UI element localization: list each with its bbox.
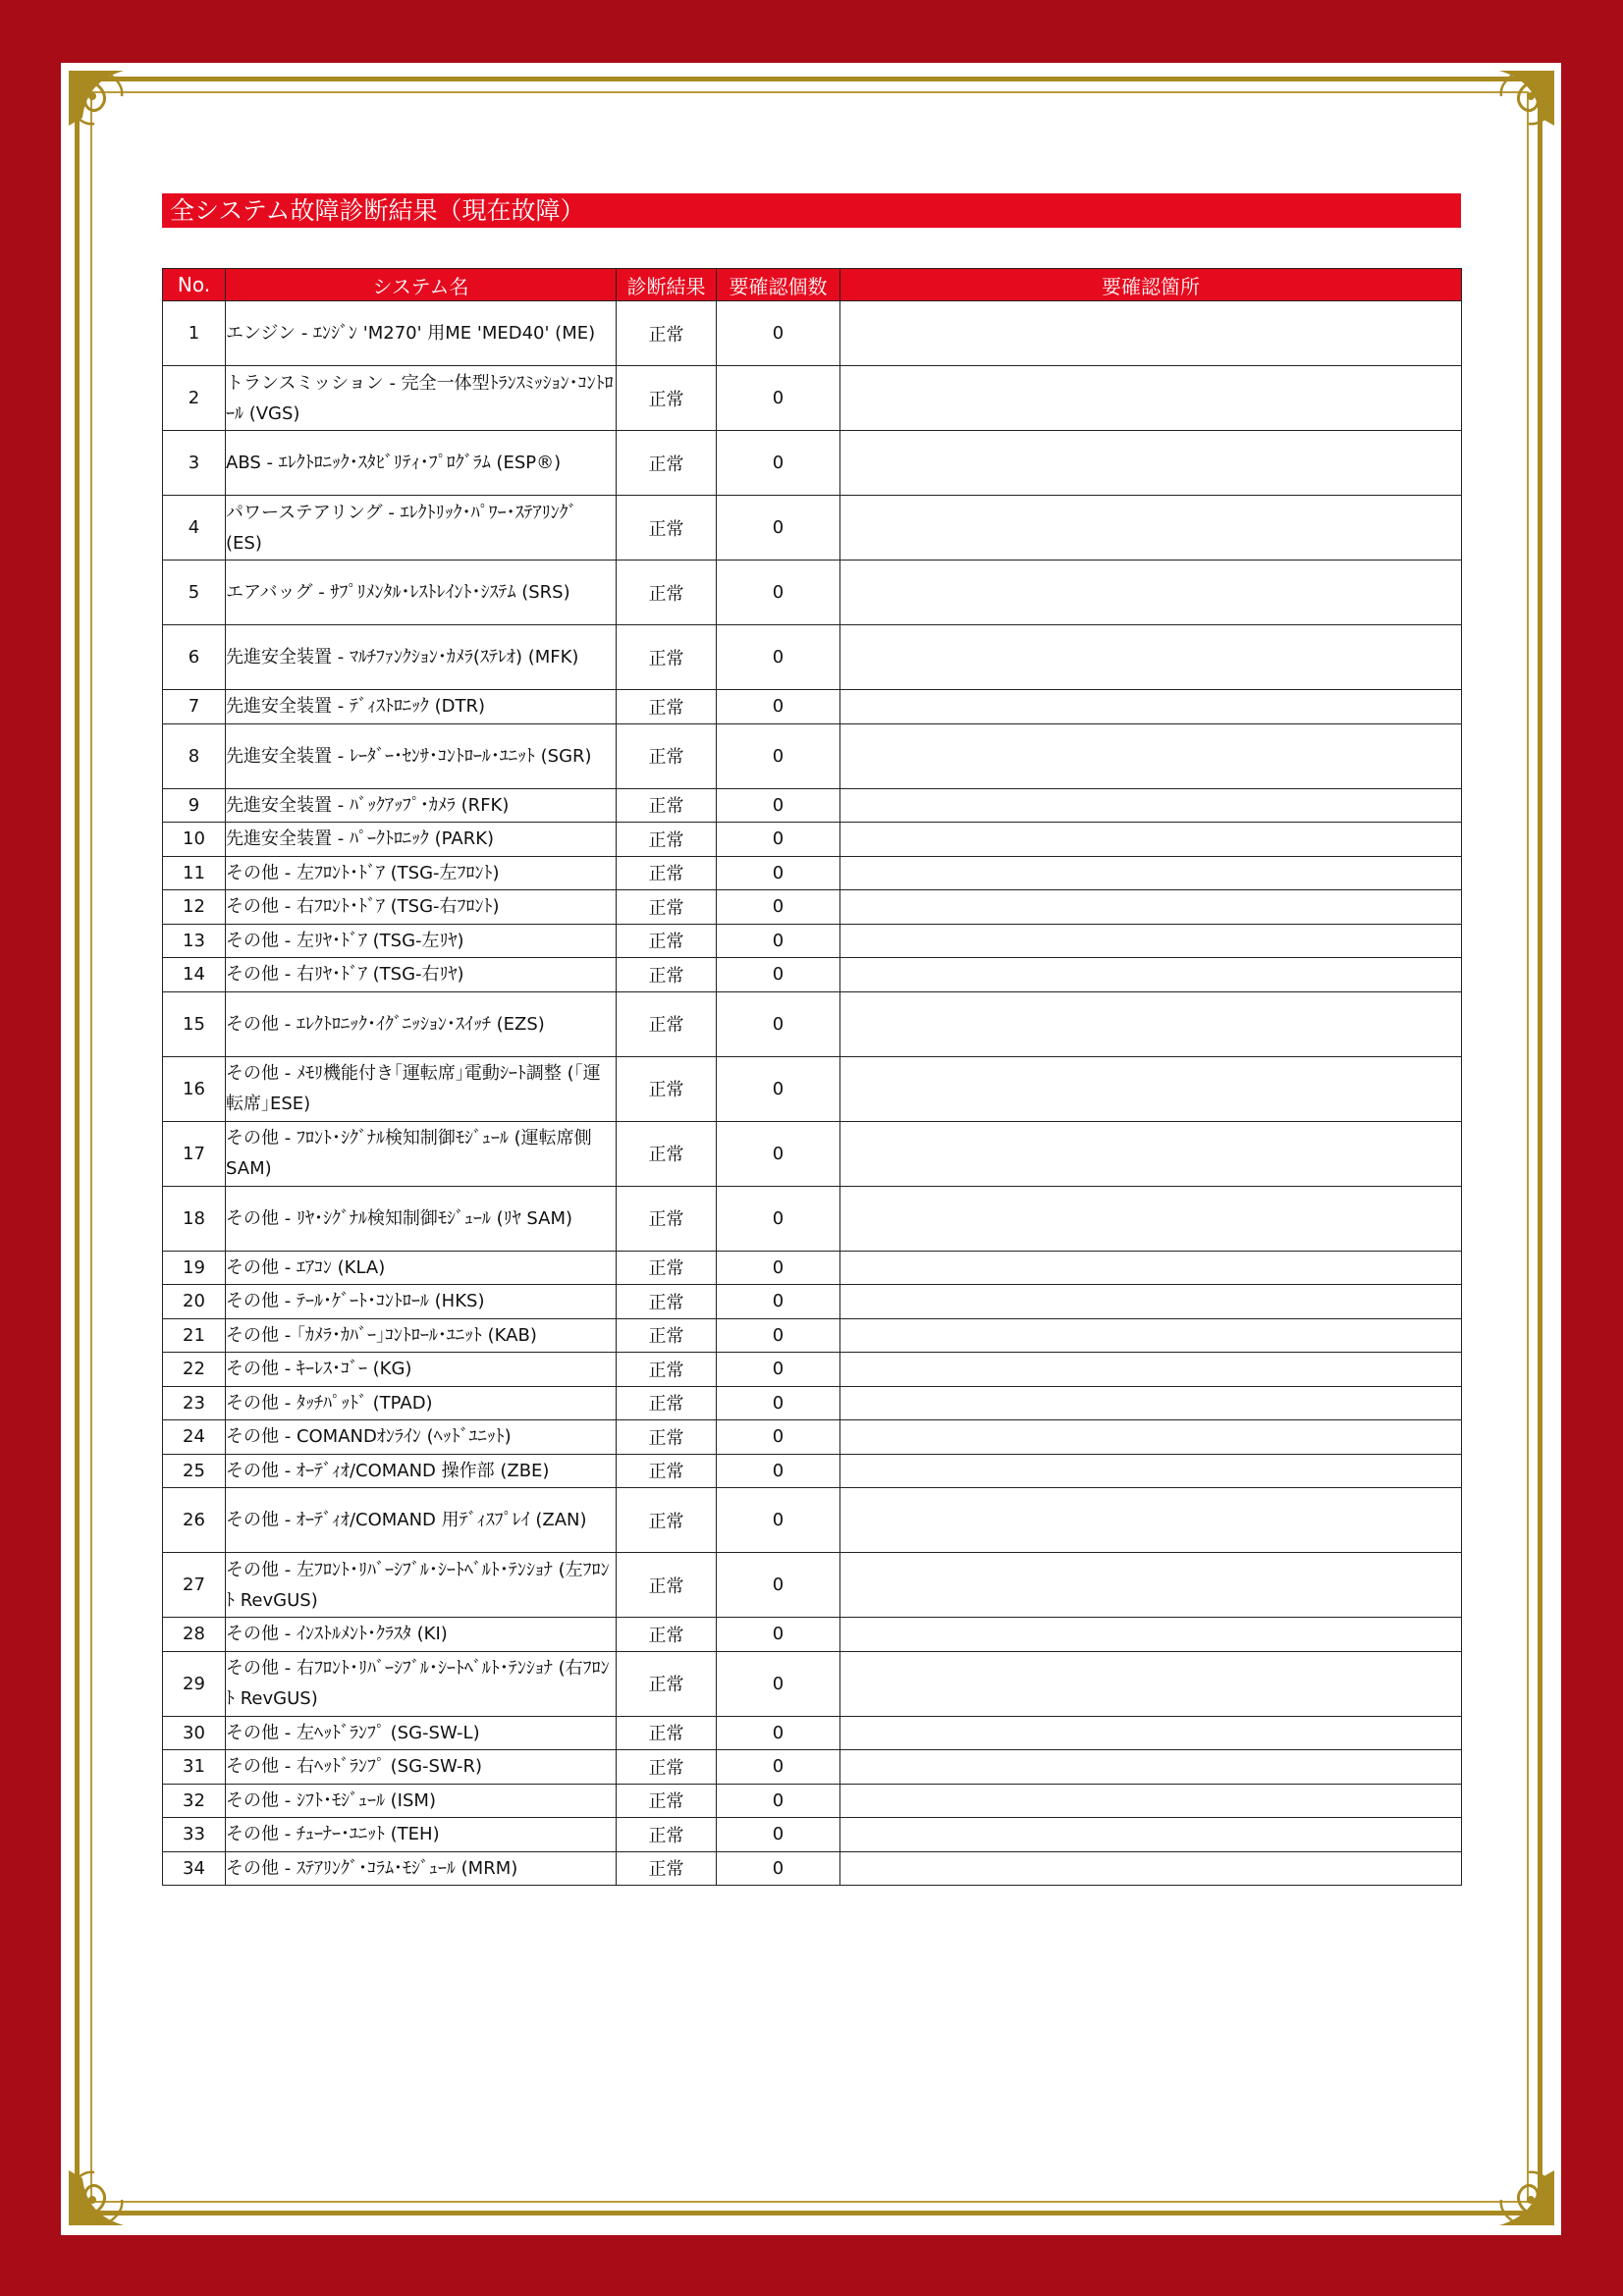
- system-name: 先進安全装置 - ﾚｰﾀﾞｰ･ｾﾝｻ･ｺﾝﾄﾛｰﾙ･ﾕﾆｯﾄ (SGR): [226, 723, 617, 788]
- check-location: [840, 1750, 1462, 1785]
- header-location: 要確認箇所: [840, 269, 1462, 301]
- table-row: [163, 625, 1462, 690]
- check-count: 0: [717, 1318, 840, 1353]
- row-number: 12: [163, 890, 226, 925]
- diagnosis-result: 正常: [617, 1651, 717, 1716]
- table-row: [163, 1784, 1462, 1818]
- check-count: 0: [717, 1186, 840, 1251]
- corner-ornament-icon: [1470, 2141, 1558, 2229]
- row-number: 3: [163, 431, 226, 496]
- system-name: その他 - ｼﾌﾄ･ﾓｼﾞｭｰﾙ (ISM): [226, 1784, 617, 1818]
- diagnosis-result: 正常: [617, 690, 717, 724]
- check-count: 0: [717, 1285, 840, 1319]
- diagnosis-result: 正常: [617, 1318, 717, 1353]
- check-count: 0: [717, 1353, 840, 1387]
- row-number: 11: [163, 856, 226, 890]
- table-row: [163, 561, 1462, 625]
- check-location: [840, 958, 1462, 992]
- system-name: その他 - ｵｰﾃﾞｨｵ/COMAND 操作部 (ZBE): [226, 1454, 617, 1488]
- diagnosis-result: 正常: [617, 496, 717, 561]
- table-row: [163, 1318, 1462, 1353]
- row-number: 9: [163, 788, 226, 823]
- row-number: 30: [163, 1716, 226, 1750]
- row-number: 32: [163, 1784, 226, 1818]
- diagnosis-result: 正常: [617, 856, 717, 890]
- row-number: 4: [163, 496, 226, 561]
- check-location: [840, 1056, 1462, 1121]
- system-name: その他 - ｷｰﾚｽ･ｺﾞｰ (KG): [226, 1353, 617, 1387]
- check-count: 0: [717, 1488, 840, 1553]
- table-row: [163, 1186, 1462, 1251]
- system-name: その他 - ｴﾚｸﾄﾛﾆｯｸ･ｲｸﾞﾆｯｼｮﾝ･ｽｲｯﾁ (EZS): [226, 991, 617, 1056]
- row-number: 23: [163, 1386, 226, 1420]
- system-name: その他 - 右ﾌﾛﾝﾄ･ﾄﾞｱ (TSG-右ﾌﾛﾝﾄ): [226, 890, 617, 925]
- check-location: [840, 856, 1462, 890]
- check-location: [840, 723, 1462, 788]
- check-count: 0: [717, 1618, 840, 1652]
- table-row: [163, 1818, 1462, 1852]
- check-location: [840, 366, 1462, 431]
- system-name: その他 - 右ﾍｯﾄﾞﾗﾝﾌﾟ (SG-SW-R): [226, 1750, 617, 1785]
- table-row: [163, 366, 1462, 431]
- row-number: 25: [163, 1454, 226, 1488]
- row-number: 2: [163, 366, 226, 431]
- check-count: 0: [717, 1750, 840, 1785]
- table-row: [163, 301, 1462, 366]
- table-row: [163, 1618, 1462, 1652]
- table-row: [163, 1488, 1462, 1553]
- check-count: 0: [717, 1420, 840, 1455]
- diagnosis-result: 正常: [617, 431, 717, 496]
- system-name: 先進安全装置 - ﾊﾞｯｸｱｯﾌﾟ･ｶﾒﾗ (RFK): [226, 788, 617, 823]
- table-row: [163, 1285, 1462, 1319]
- check-count: 0: [717, 723, 840, 788]
- check-count: 0: [717, 1716, 840, 1750]
- system-name: その他 - ｵｰﾃﾞｨｵ/COMAND 用ﾃﾞｨｽﾌﾟﾚｲ (ZAN): [226, 1488, 617, 1553]
- system-name: パワーステアリング - ｴﾚｸﾄﾘｯｸ･ﾊﾟﾜｰ･ｽﾃｱﾘﾝｸﾞ (ES): [226, 496, 617, 561]
- check-count: 0: [717, 496, 840, 561]
- check-location: [840, 1651, 1462, 1716]
- diagnosis-result: 正常: [617, 1353, 717, 1387]
- check-count: 0: [717, 890, 840, 925]
- row-number: 14: [163, 958, 226, 992]
- header-no: No.: [163, 269, 226, 301]
- diagnosis-result: 正常: [617, 1716, 717, 1750]
- row-number: 8: [163, 723, 226, 788]
- check-count: 0: [717, 1251, 840, 1285]
- check-count: 0: [717, 1553, 840, 1618]
- system-name: 先進安全装置 - ﾊﾟｰｸﾄﾛﾆｯｸ (PARK): [226, 823, 617, 857]
- table-row: [163, 1353, 1462, 1387]
- row-number: 22: [163, 1353, 226, 1387]
- diagnosis-result: 正常: [617, 1618, 717, 1652]
- check-count: 0: [717, 823, 840, 857]
- header-count: 要確認個数: [717, 269, 840, 301]
- system-name: その他 - ﾀｯﾁﾊﾟｯﾄﾞ (TPAD): [226, 1386, 617, 1420]
- table-row: [163, 1651, 1462, 1716]
- check-count: 0: [717, 1121, 840, 1186]
- check-location: [840, 1121, 1462, 1186]
- check-location: [840, 301, 1462, 366]
- corner-ornament-icon: [1470, 67, 1558, 155]
- row-number: 15: [163, 991, 226, 1056]
- table-row: [163, 496, 1462, 561]
- table-row: [163, 1056, 1462, 1121]
- check-count: 0: [717, 958, 840, 992]
- table-row: [163, 1121, 1462, 1186]
- table-row: [163, 890, 1462, 925]
- check-location: [840, 1784, 1462, 1818]
- diagnosis-result: 正常: [617, 1056, 717, 1121]
- row-number: 5: [163, 561, 226, 625]
- check-location: [840, 991, 1462, 1056]
- row-number: 24: [163, 1420, 226, 1455]
- check-count: 0: [717, 431, 840, 496]
- diagnosis-result: 正常: [617, 1420, 717, 1455]
- row-number: 6: [163, 625, 226, 690]
- diagnosis-result: 正常: [617, 723, 717, 788]
- section-title: 全システム故障診断結果（現在故障）: [162, 193, 1461, 228]
- row-number: 16: [163, 1056, 226, 1121]
- check-location: [840, 496, 1462, 561]
- check-location: [840, 788, 1462, 823]
- diagnosis-result: 正常: [617, 1285, 717, 1319]
- check-location: [840, 1851, 1462, 1886]
- row-number: 7: [163, 690, 226, 724]
- system-name: 先進安全装置 - ﾏﾙﾁﾌｧﾝｸｼｮﾝ･ｶﾒﾗ(ｽﾃﾚｵ) (MFK): [226, 625, 617, 690]
- system-name: その他 - 左ﾍｯﾄﾞﾗﾝﾌﾟ (SG-SW-L): [226, 1716, 617, 1750]
- table-row: [163, 991, 1462, 1056]
- check-count: 0: [717, 991, 840, 1056]
- table-row: [163, 958, 1462, 992]
- check-count: 0: [717, 690, 840, 724]
- row-number: 26: [163, 1488, 226, 1553]
- corner-ornament-icon: [65, 2141, 153, 2229]
- system-name: その他 - ｽﾃｱﾘﾝｸﾞ･ｺﾗﾑ･ﾓｼﾞｭｰﾙ (MRM): [226, 1851, 617, 1886]
- check-count: 0: [717, 924, 840, 958]
- check-location: [840, 431, 1462, 496]
- system-name: その他 - 左ﾌﾛﾝﾄ･ﾘﾊﾞｰｼﾌﾞﾙ･ｼｰﾄﾍﾞﾙﾄ･ﾃﾝｼｮﾅ (左ﾌﾛﾝﾄ RevGUS): [226, 1553, 617, 1618]
- table-row: [163, 1750, 1462, 1785]
- system-name: その他 - ﾃｰﾙ･ｹﾞｰﾄ･ｺﾝﾄﾛｰﾙ (HKS): [226, 1285, 617, 1319]
- check-location: [840, 1488, 1462, 1553]
- system-name: その他 - ﾁｭｰﾅｰ･ﾕﾆｯﾄ (TEH): [226, 1818, 617, 1852]
- diagnosis-result: 正常: [617, 1454, 717, 1488]
- check-location: [840, 625, 1462, 690]
- check-count: 0: [717, 1851, 840, 1886]
- check-count: 0: [717, 1454, 840, 1488]
- table-row: [163, 1454, 1462, 1488]
- header-result: 診断結果: [617, 269, 717, 301]
- check-location: [840, 1420, 1462, 1455]
- check-location: [840, 1553, 1462, 1618]
- check-count: 0: [717, 1056, 840, 1121]
- table-row: [163, 1851, 1462, 1886]
- check-count: 0: [717, 788, 840, 823]
- row-number: 18: [163, 1186, 226, 1251]
- diagnosis-result: 正常: [617, 366, 717, 431]
- system-name: その他 - 右ﾌﾛﾝﾄ･ﾘﾊﾞｰｼﾌﾞﾙ･ｼｰﾄﾍﾞﾙﾄ･ﾃﾝｼｮﾅ (右ﾌﾛﾝﾄ RevGUS): [226, 1651, 617, 1716]
- row-number: 34: [163, 1851, 226, 1886]
- diagnosis-result: 正常: [617, 1818, 717, 1852]
- system-name: その他 - ﾘﾔ･ｼｸﾞﾅﾙ検知制御ﾓｼﾞｭｰﾙ (ﾘﾔ SAM): [226, 1186, 617, 1251]
- system-name: 先進安全装置 - ﾃﾞｨｽﾄﾛﾆｯｸ (DTR): [226, 690, 617, 724]
- check-location: [840, 690, 1462, 724]
- check-location: [840, 823, 1462, 857]
- table-row: [163, 856, 1462, 890]
- row-number: 10: [163, 823, 226, 857]
- check-location: [840, 1353, 1462, 1387]
- system-name: エアバッグ - ｻﾌﾟﾘﾒﾝﾀﾙ･ﾚｽﾄﾚｲﾝﾄ･ｼｽﾃﾑ (SRS): [226, 561, 617, 625]
- system-name: トランスミッション - 完全一体型ﾄﾗﾝｽﾐｯｼｮﾝ･ｺﾝﾄﾛｰﾙ (VGS): [226, 366, 617, 431]
- diagnosis-table: [162, 268, 1462, 1886]
- check-location: [840, 1386, 1462, 1420]
- check-location: [840, 1186, 1462, 1251]
- table-row: [163, 1420, 1462, 1455]
- corner-ornament-icon: [65, 67, 153, 155]
- diagnosis-result: 正常: [617, 823, 717, 857]
- check-count: 0: [717, 625, 840, 690]
- system-name: その他 - 左ﾘﾔ･ﾄﾞｱ (TSG-左ﾘﾔ): [226, 924, 617, 958]
- system-name: エンジン - ｴﾝｼﾞﾝ 'M270' 用ME 'MED40' (ME): [226, 301, 617, 366]
- diagnosis-result: 正常: [617, 1488, 717, 1553]
- row-number: 28: [163, 1618, 226, 1652]
- diagnosis-result: 正常: [617, 991, 717, 1056]
- check-count: 0: [717, 1818, 840, 1852]
- system-name: その他 - 左ﾌﾛﾝﾄ･ﾄﾞｱ (TSG-左ﾌﾛﾝﾄ): [226, 856, 617, 890]
- diagnosis-result: 正常: [617, 625, 717, 690]
- diagnosis-result: 正常: [617, 1851, 717, 1886]
- check-count: 0: [717, 1651, 840, 1716]
- table-body: [163, 301, 1462, 1886]
- check-count: 0: [717, 561, 840, 625]
- diagnosis-result: 正常: [617, 924, 717, 958]
- row-number: 1: [163, 301, 226, 366]
- system-name: その他 - ｲﾝｽﾄﾙﾒﾝﾄ･ｸﾗｽﾀ (KI): [226, 1618, 617, 1652]
- row-number: 19: [163, 1251, 226, 1285]
- table-row: [163, 1251, 1462, 1285]
- row-number: 33: [163, 1818, 226, 1852]
- check-count: 0: [717, 856, 840, 890]
- table-row: [163, 788, 1462, 823]
- table-row: [163, 823, 1462, 857]
- check-location: [840, 1454, 1462, 1488]
- check-location: [840, 924, 1462, 958]
- check-count: 0: [717, 301, 840, 366]
- diagnosis-result: 正常: [617, 1750, 717, 1785]
- diagnosis-result: 正常: [617, 1121, 717, 1186]
- table-header-row: [163, 269, 1462, 301]
- row-number: 31: [163, 1750, 226, 1785]
- table-row: [163, 431, 1462, 496]
- diagnosis-result: 正常: [617, 301, 717, 366]
- row-number: 29: [163, 1651, 226, 1716]
- system-name: その他 - ｢ｶﾒﾗ･ｶﾊﾞｰ｣ｺﾝﾄﾛｰﾙ･ﾕﾆｯﾄ (KAB): [226, 1318, 617, 1353]
- check-count: 0: [717, 1386, 840, 1420]
- check-location: [840, 1818, 1462, 1852]
- check-location: [840, 1285, 1462, 1319]
- row-number: 17: [163, 1121, 226, 1186]
- system-name: ABS - ｴﾚｸﾄﾛﾆｯｸ･ｽﾀﾋﾞﾘﾃｨ･ﾌﾟﾛｸﾞﾗﾑ (ESP®): [226, 431, 617, 496]
- system-name: その他 - ﾌﾛﾝﾄ･ｼｸﾞﾅﾙ検知制御ﾓｼﾞｭｰﾙ (運転席側SAM): [226, 1121, 617, 1186]
- system-name: その他 - COMANDｵﾝﾗｲﾝ (ﾍｯﾄﾞﾕﾆｯﾄ): [226, 1420, 617, 1455]
- diagnosis-result: 正常: [617, 1784, 717, 1818]
- header-system: システム名: [226, 269, 617, 301]
- row-number: 13: [163, 924, 226, 958]
- system-name: その他 - ｴｱｺﾝ (KLA): [226, 1251, 617, 1285]
- table-row: [163, 723, 1462, 788]
- diagnosis-result: 正常: [617, 890, 717, 925]
- diagnosis-result: 正常: [617, 561, 717, 625]
- check-location: [840, 1618, 1462, 1652]
- diagnosis-result: 正常: [617, 1251, 717, 1285]
- table-row: [163, 1553, 1462, 1618]
- check-location: [840, 1318, 1462, 1353]
- table-row: [163, 924, 1462, 958]
- diagnosis-result: 正常: [617, 788, 717, 823]
- system-name: その他 - ﾒﾓﾘ機能付き｢運転席｣電動ｼｰﾄ調整 (｢運転席｣ESE): [226, 1056, 617, 1121]
- table-row: [163, 1716, 1462, 1750]
- table-row: [163, 1386, 1462, 1420]
- row-number: 21: [163, 1318, 226, 1353]
- check-location: [840, 1251, 1462, 1285]
- check-location: [840, 561, 1462, 625]
- row-number: 20: [163, 1285, 226, 1319]
- diagnosis-result: 正常: [617, 1186, 717, 1251]
- table-row: [163, 690, 1462, 724]
- check-count: 0: [717, 1784, 840, 1818]
- diagnosis-result: 正常: [617, 958, 717, 992]
- diagnosis-result: 正常: [617, 1386, 717, 1420]
- diagnosis-result: 正常: [617, 1553, 717, 1618]
- check-location: [840, 1716, 1462, 1750]
- check-count: 0: [717, 366, 840, 431]
- row-number: 27: [163, 1553, 226, 1618]
- check-location: [840, 890, 1462, 925]
- system-name: その他 - 右ﾘﾔ･ﾄﾞｱ (TSG-右ﾘﾔ): [226, 958, 617, 992]
